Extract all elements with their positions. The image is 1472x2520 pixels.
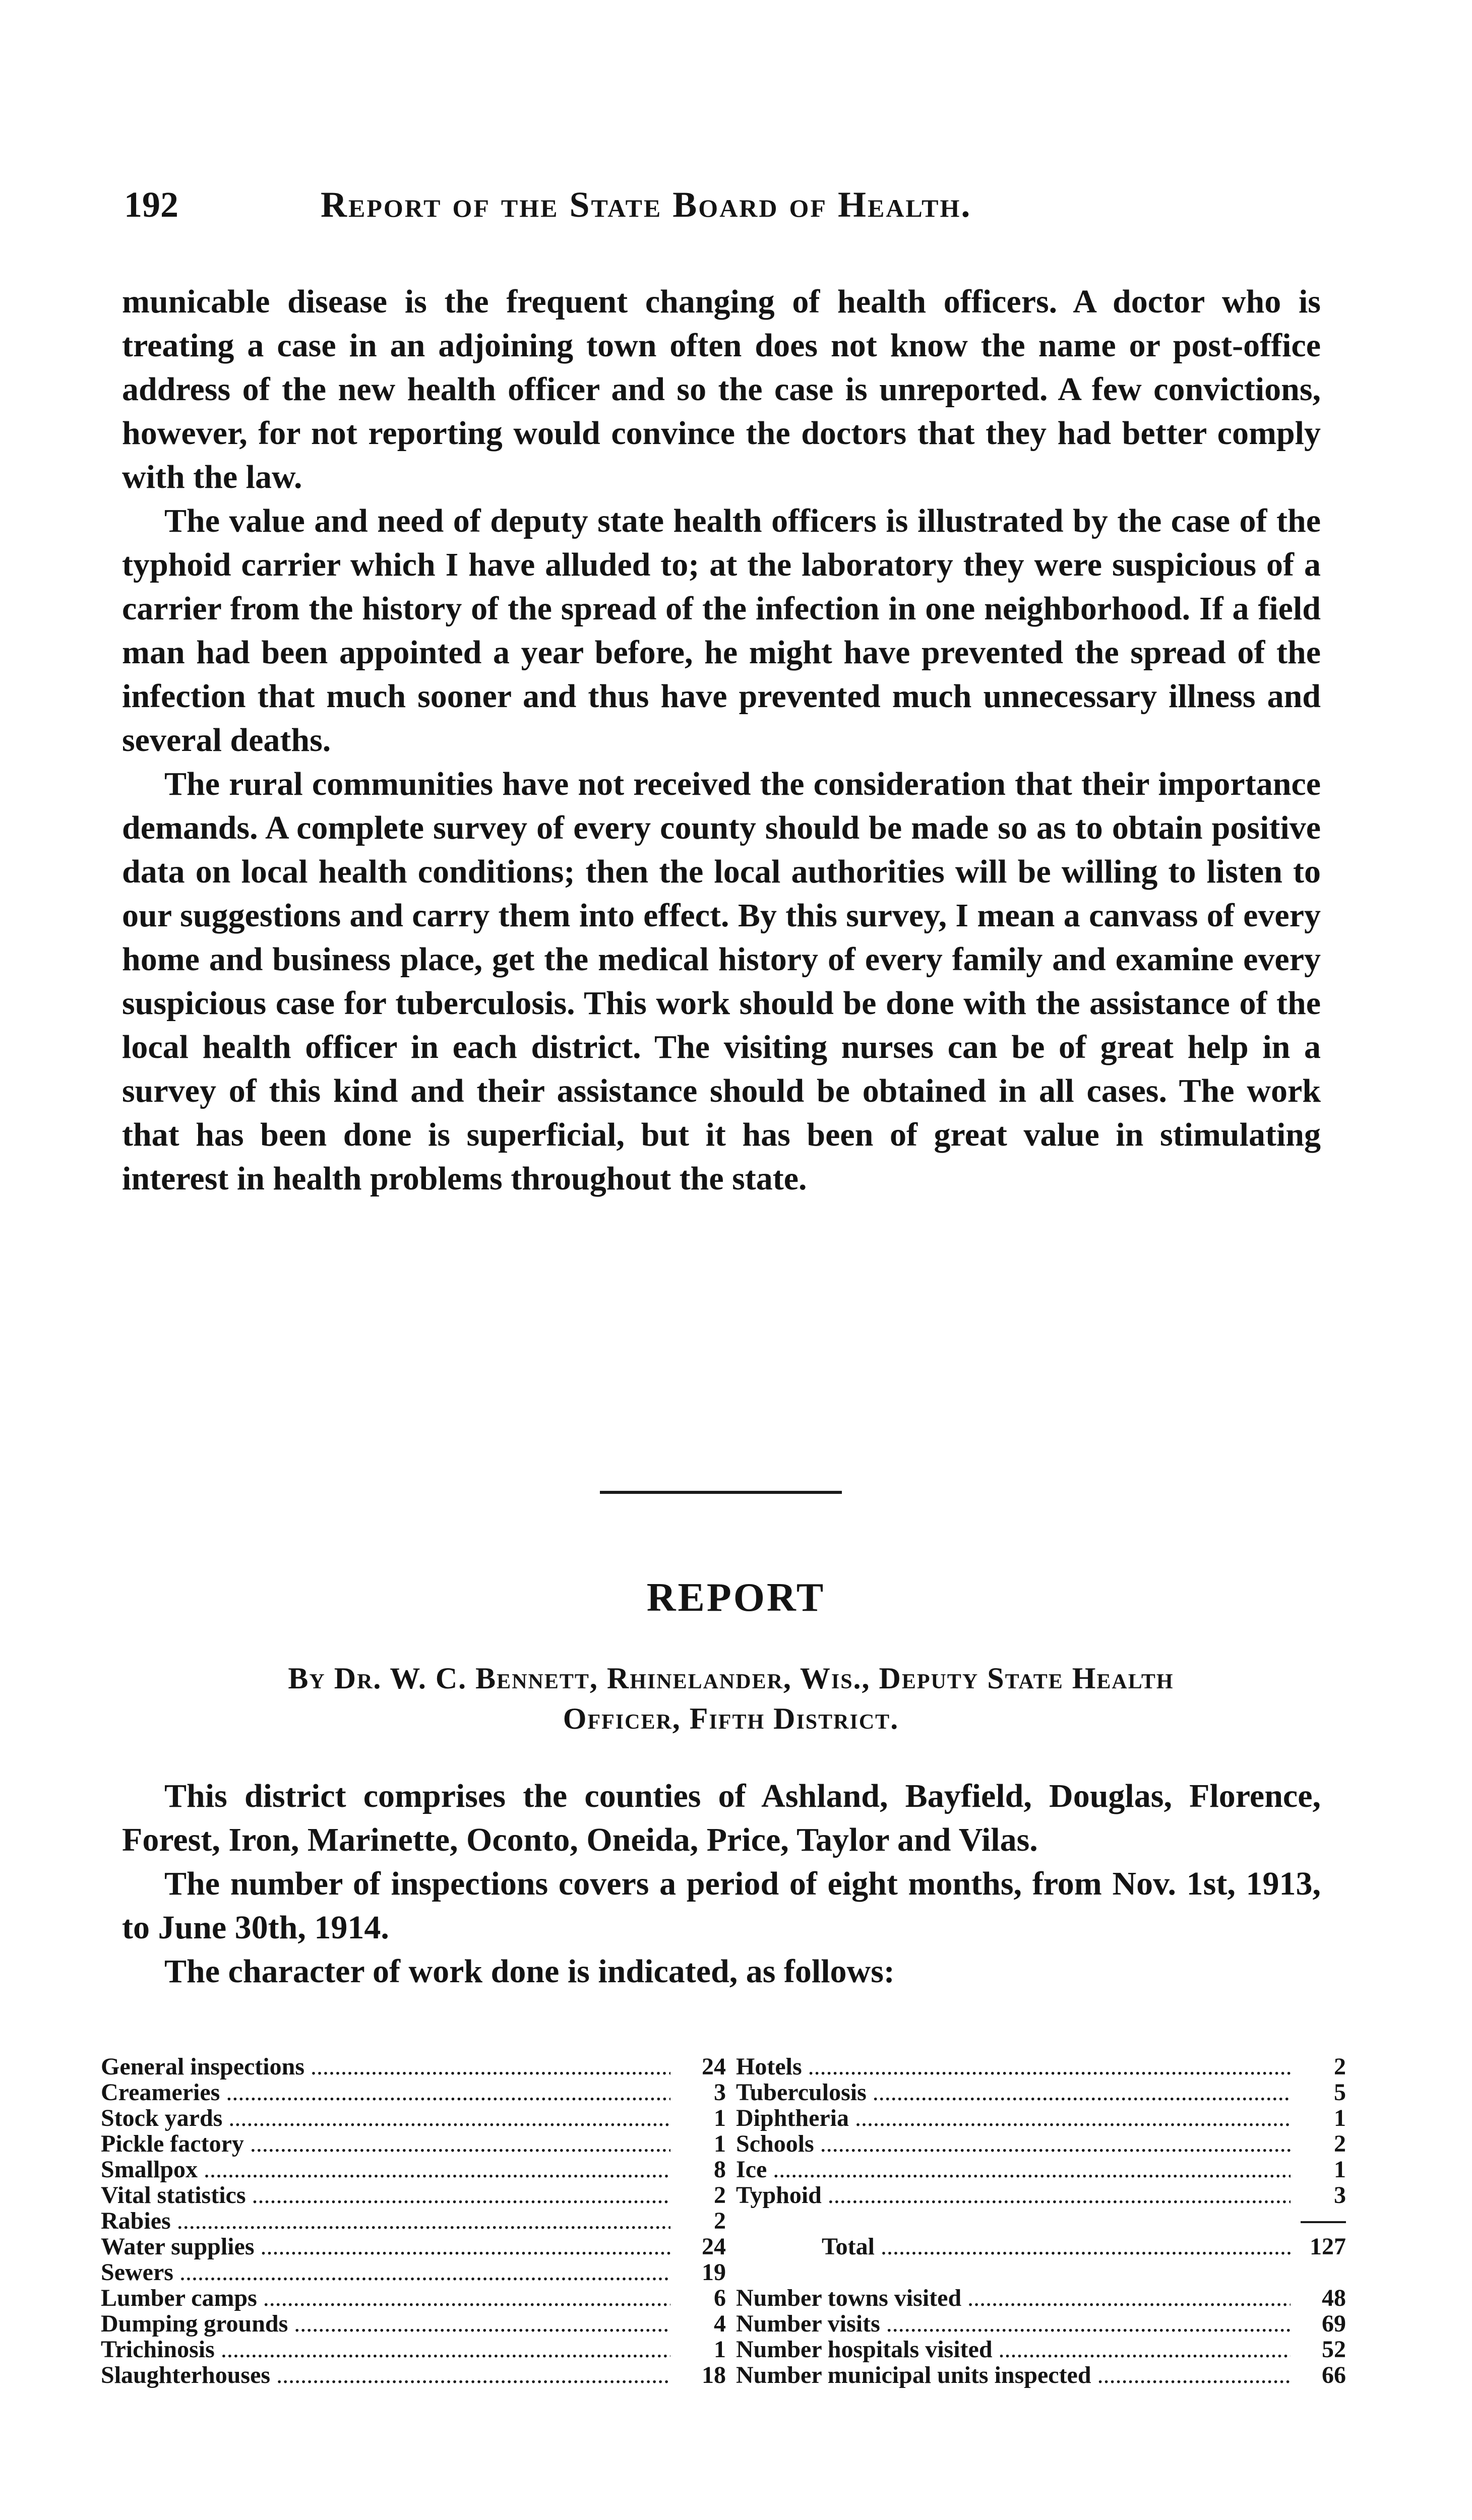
row-value: 1 [714, 2336, 726, 2363]
paragraph: The number of inspections covers a period of eight months, from Nov. 1st, 1913, to June 30th, 1914. [122, 1865, 1321, 1946]
row-value: 5 [1334, 2079, 1346, 2106]
row-label: Number visits ..... [736, 2311, 1291, 2337]
total-label: Total ..... [822, 2234, 1291, 2259]
row-value: 18 [702, 2362, 726, 2388]
row-label: Tuberculosis ..... [736, 2080, 1291, 2105]
table-total-row [736, 2234, 1346, 2259]
row-label: Dumping grounds ..... [101, 2311, 670, 2337]
row-label: Slaughterhouses ..... [101, 2362, 670, 2388]
table-row [101, 2054, 726, 2080]
table-row [736, 2131, 1346, 2157]
row-value: 3 [1334, 2182, 1346, 2209]
table-row [736, 2311, 1346, 2337]
row-label: Number municipal units inspected ..... [736, 2362, 1291, 2388]
total-value: 127 [1310, 2233, 1346, 2260]
row-value: 1 [714, 2130, 726, 2157]
row-value: 2 [714, 2208, 726, 2234]
paragraph: municable disease is the frequent changing of health officers. A doctor who is treating a case in an adjoining town often does not know the name or post-office address of the new health officer and so the case is unreported. A few convictions, however, for not reporting would convince the doctors that they had better comply with the law. [122, 283, 1321, 495]
row-value: 1 [1334, 2156, 1346, 2183]
row-value: 24 [702, 2233, 726, 2260]
row-label: Creameries ..... [101, 2080, 670, 2105]
paragraph: The value and need of deputy state health officers is illustrated by the case of the typhoid carrier which I have alluded to; at the laboratory they were suspicious of a carrier from the history of the spread of the infection in one neighborhood. If a field man had been appointed a year before, he might have prevented the spread of the infection that much sooner and thus have prevented much unnecessary illness and several deaths. [122, 502, 1321, 759]
table-left-column [101, 2054, 726, 2388]
table-row [101, 2362, 726, 2388]
row-value: 1 [1334, 2105, 1346, 2131]
byline-line: Officer, Fifth District. [563, 1702, 899, 1735]
byline-line: By Dr. W. C. Bennett, Rhinelander, Wis., Deputy State Health [288, 1662, 1174, 1695]
body-text [122, 280, 1321, 1201]
row-label: General inspections ..... [101, 2054, 670, 2080]
table-row-rule [736, 2208, 1346, 2234]
table-row [101, 2157, 726, 2182]
table-row [101, 2131, 726, 2157]
table-row [736, 2362, 1346, 2388]
row-value: 1 [714, 2105, 726, 2131]
table-row [101, 2208, 726, 2234]
table-row [101, 2234, 726, 2259]
inspection-table [101, 2054, 1346, 2407]
row-value: 66 [1322, 2362, 1346, 2388]
row-label: Ice ..... [736, 2157, 1291, 2182]
page-number: 192 [124, 184, 178, 225]
report-intro [122, 1774, 1321, 1993]
table-row [736, 2054, 1346, 2080]
row-label: Number towns visited ..... [736, 2285, 1291, 2311]
table-row [101, 2285, 726, 2311]
table-row [736, 2105, 1346, 2131]
row-label: Schools ..... [736, 2131, 1291, 2157]
row-value: 6 [714, 2285, 726, 2311]
row-label: Trichinosis ..... [101, 2337, 670, 2362]
row-value: 2 [714, 2182, 726, 2209]
section-divider [600, 1491, 842, 1494]
table-row [736, 2182, 1346, 2208]
row-label: Hotels ..... [736, 2054, 1291, 2080]
table-right-column [736, 2054, 1346, 2388]
paragraph: The character of work done is indicated, as follows: [164, 1953, 895, 1990]
row-label: Pickle factory ..... [101, 2131, 670, 2157]
table-row [736, 2337, 1346, 2362]
table-row [101, 2259, 726, 2285]
row-label: Diphtheria ..... [736, 2105, 1291, 2131]
row-label: Number hospitals visited ..... [736, 2337, 1291, 2362]
table-row [736, 2285, 1346, 2311]
row-label: Lumber camps ..... [101, 2285, 670, 2311]
row-value: 19 [702, 2259, 726, 2286]
row-label: Typhoid ..... [736, 2182, 1291, 2208]
row-label: Stock yards ..... [101, 2105, 670, 2131]
page-header [119, 184, 1339, 234]
row-label: Rabies ..... [101, 2208, 670, 2234]
running-head: Report of the State Board of Health. [321, 184, 972, 225]
report-byline [126, 1658, 1336, 1739]
row-value: 2 [1334, 2130, 1346, 2157]
row-value: 8 [714, 2156, 726, 2183]
row-label: Sewers ..... [101, 2259, 670, 2285]
report-title: REPORT [646, 1576, 826, 1620]
paragraph: This district comprises the counties of Ashland, Bayfield, Douglas, Florence, Forest, Iron, Marinette, Oconto, Oneida, Price, Taylor and Vilas. [122, 1778, 1321, 1858]
paragraph: The rural communities have not received the consideration that their importance demands. A complete survey of every county should be made so as to obtain positive data on local health conditions; then the local authorities will be willing to listen to our suggestions and carry them into effect. By this survey, I mean a canvass of every home and business place, get the medical history of every family and examine every suspicious case for tuberculosis. This work should be done with the assistance of the local health officer in each district. The visiting nurses can be of great help in a survey of this kind and their assistance should be obtained in all cases. The work that has been done is superficial, but it has been of great value in stimulating interest in health problems throughout the state. [122, 766, 1321, 1197]
row-value: 3 [714, 2079, 726, 2106]
table-row [736, 2080, 1346, 2105]
table-row [101, 2311, 726, 2337]
row-value: 48 [1322, 2285, 1346, 2311]
row-label: Smallpox ..... [101, 2157, 670, 2182]
table-row [101, 2080, 726, 2105]
row-label: Vital statistics ..... [101, 2182, 670, 2208]
row-value: 69 [1322, 2310, 1346, 2337]
row-value: 52 [1322, 2336, 1346, 2363]
total-rule [1301, 2221, 1346, 2223]
table-row [101, 2182, 726, 2208]
table-row [101, 2337, 726, 2362]
row-value: 4 [714, 2310, 726, 2337]
row-value: 2 [1334, 2053, 1346, 2080]
row-value: 24 [702, 2053, 726, 2080]
table-row [101, 2105, 726, 2131]
table-row [736, 2157, 1346, 2182]
table-spacer [736, 2259, 1346, 2285]
row-label: Water supplies ..... [101, 2234, 670, 2259]
